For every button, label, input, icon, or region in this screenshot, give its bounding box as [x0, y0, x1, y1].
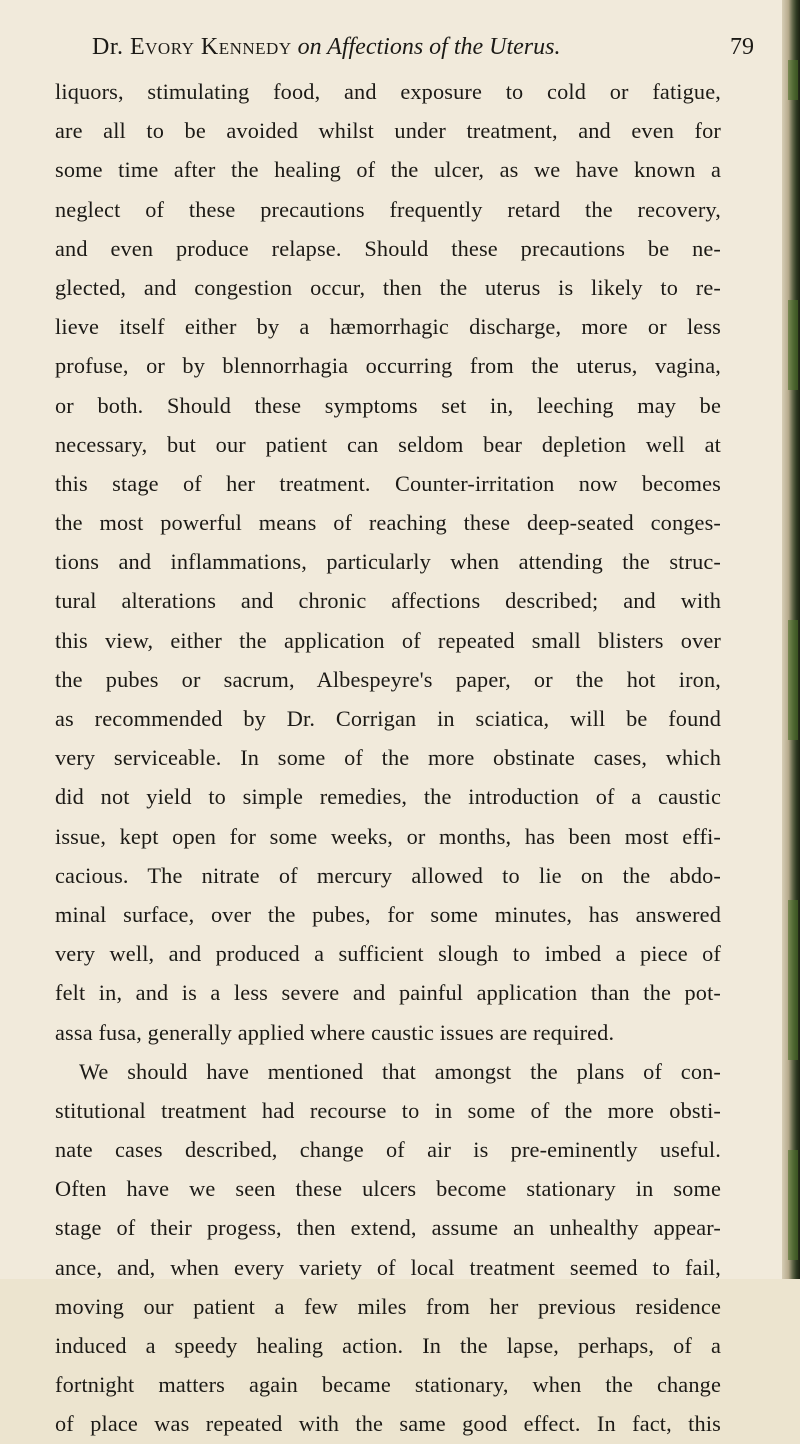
- text-line: Often have we seen these ulcers become stationary in some: [55, 1176, 721, 1202]
- text-line: profuse, or by blennorrhagia occurring from the uterus, vagina,: [55, 353, 721, 379]
- text-line: induced a speedy healing action. In the lapse, perhaps, of a: [55, 1333, 721, 1358]
- text-line: felt in, and is a less severe and painful application than the pot-: [55, 980, 721, 1006]
- text-line: some time after the healing of the ulcer, as we have known a: [55, 157, 721, 183]
- author-prefix: Dr.: [92, 34, 124, 60]
- text-line: of place was repeated with the same good effect. In fact, this: [55, 1411, 721, 1437]
- text-line: very serviceable. In some of the more obstinate cases, which: [55, 745, 721, 771]
- body-text: [55, 72, 721, 1444]
- text-line: as recommended by Dr. Corrigan in sciatica, will be found: [55, 706, 721, 731]
- text-line: this stage of her treatment. Counter-irritation now becomes: [55, 470, 721, 496]
- book-spine-edge: [782, 0, 800, 1279]
- text-line: this view, either the application of repeated small blisters over: [55, 627, 721, 653]
- text-line: minal surface, over the pubes, for some minutes, has answered: [55, 901, 721, 927]
- text-line: the pubes or sacrum, Albespeyre's paper, or the hot iron,: [55, 666, 721, 692]
- text-line: or both. Should these symptoms set in, leeching may be: [55, 392, 721, 418]
- text-line: necessary, but our patient can seldom bear depletion well at: [55, 431, 721, 457]
- text-line: neglect of these precautions frequently retard the recovery,: [55, 196, 721, 222]
- text-line: We should have mentioned that amongst the plans of con-: [79, 1058, 721, 1084]
- text-line: tural alterations and chronic affections described; and with: [55, 588, 721, 614]
- running-head: [92, 30, 672, 64]
- page-number: 79: [730, 34, 754, 60]
- text-line: assa fusa, generally applied where caustic issues are required.: [55, 1019, 615, 1045]
- spine-speck: [788, 60, 798, 100]
- text-line: are all to be avoided whilst under treatment, and even for: [55, 118, 721, 144]
- spine-speck: [788, 1150, 798, 1260]
- author-name: Evory Kennedy: [130, 34, 292, 60]
- text-line: stage of their progess, then extend, assume an unhealthy appear-: [55, 1215, 721, 1241]
- text-line: and even produce relapse. Should these precautions be ne-: [55, 235, 721, 261]
- text-line: moving our patient a few miles from her previous residence: [55, 1293, 721, 1319]
- text-line: fortnight matters again became stationary, when the change: [55, 1372, 721, 1398]
- text-line: stitutional treatment had recourse to in some of the more obsti-: [55, 1097, 721, 1123]
- text-line: liquors, stimulating food, and exposure to cold or fatigue,: [55, 79, 721, 104]
- text-line: cacious. The nitrate of mercury allowed to lie on the abdo-: [55, 862, 721, 888]
- running-head-author: [92, 34, 292, 60]
- spine-speck: [788, 900, 798, 1060]
- running-head-title: on Affections of the Uterus.: [297, 34, 561, 60]
- text-line: ance, and, when every variety of local treatment seemed to fail,: [55, 1254, 721, 1280]
- text-line: the most powerful means of reaching these deep-seated conges-: [55, 510, 721, 536]
- text-line: issue, kept open for some weeks, or months, has been most effi-: [55, 823, 721, 849]
- text-line: nate cases described, change of air is pre-eminently useful.: [55, 1137, 721, 1163]
- text-line: tions and inflammations, particularly when attending the struc-: [55, 549, 721, 575]
- text-line: glected, and congestion occur, then the uterus is likely to re-: [55, 274, 721, 300]
- text-line: lieve itself either by a hæmorrhagic discharge, more or less: [55, 314, 721, 340]
- spine-speck: [788, 300, 798, 390]
- spine-speck: [788, 620, 798, 740]
- text-line: did not yield to simple remedies, the introduction of a caustic: [55, 784, 721, 810]
- text-line: very well, and produced a sufficient slough to imbed a piece of: [55, 941, 721, 967]
